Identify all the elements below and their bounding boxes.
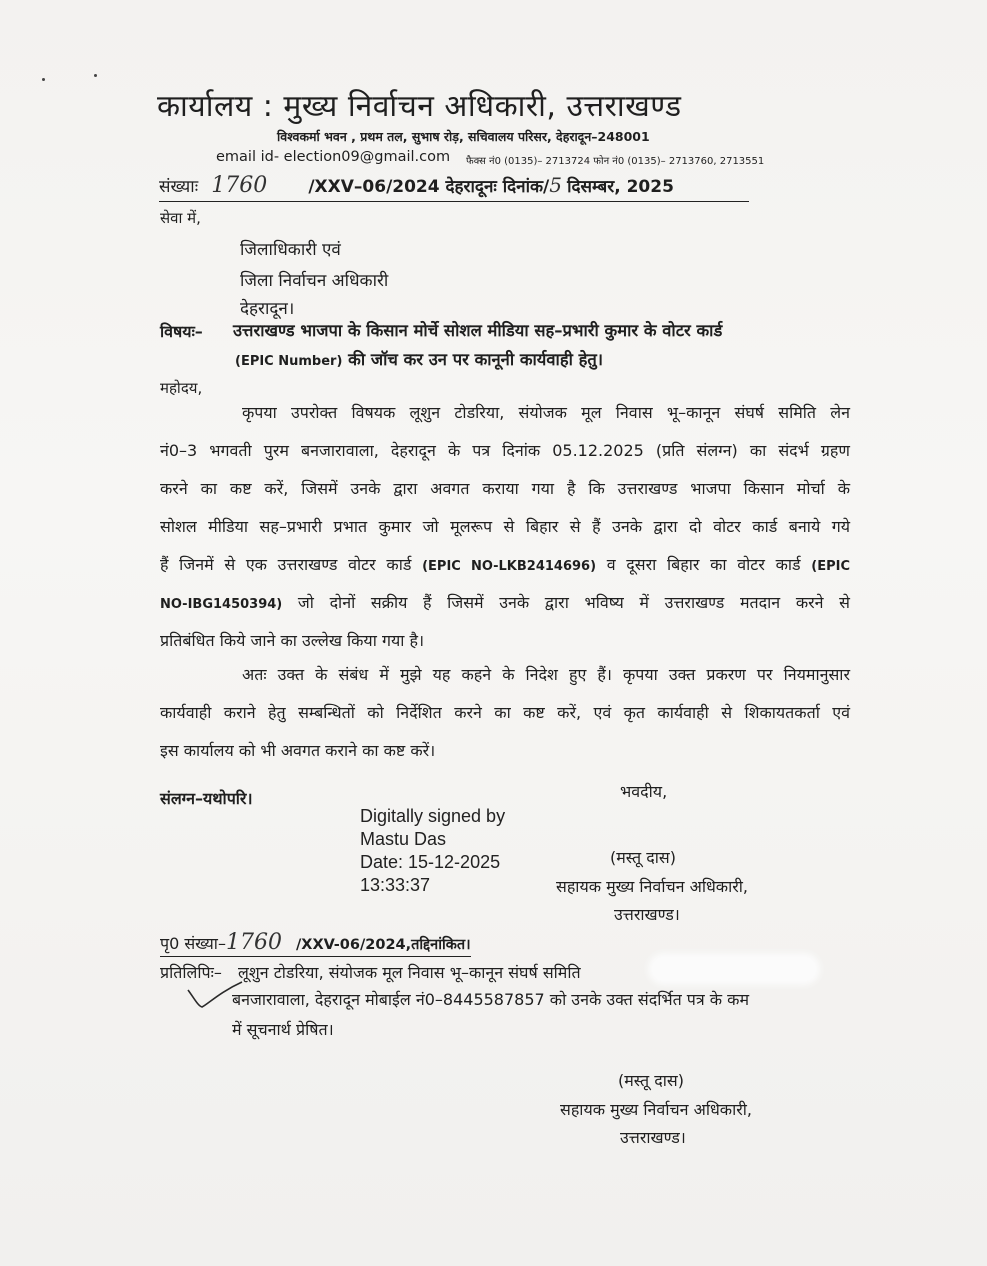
- epic-number-2: NO-IBG1450394): [160, 597, 283, 612]
- body-text: जो दोनों सक्रीय हैं जिसमें उनके द्वारा भविष्य में उत्तराखण्ड मतदान करने से: [297, 593, 851, 612]
- copy-label: प्रतिलिपिः–: [160, 963, 222, 982]
- copy-signatory-state: उत्तराखण्ड।: [620, 1128, 686, 1147]
- copy-line: बनजारावाला, देहरादून मोबाईल नं0–8445587857 को उनके उक्त संदर्भित पत्र के कम: [232, 990, 750, 1009]
- office-email: email id- election09@gmail.com: [216, 149, 451, 165]
- body-line: कार्यवाही कराने हेतु सम्बन्धितों को निर्देशित करने का कष्ट करें, एवं कृत कार्यवाही से शिकायतकर्ता एवं: [160, 703, 850, 722]
- copy-ref-rest: /XXV-06/2024,तद्दिनांकित।: [295, 937, 471, 953]
- digital-signature-line: Digitally signed by: [360, 806, 506, 826]
- subject-line: [235, 347, 603, 370]
- body-line: प्रतिबंधित किये जाने का उल्लेख किया गया है।: [160, 631, 425, 650]
- digital-signature-line: Mastu Das: [360, 829, 447, 849]
- recipient-line: जिला निर्वाचन अधिकारी: [240, 271, 389, 291]
- recipient-line: जिलाधिकारी एवं: [240, 240, 341, 260]
- signatory-state: उत्तराखण्ड।: [614, 905, 680, 924]
- reference-line: [159, 173, 749, 202]
- office-phone-fax: फैक्स नं0 (0135)– 2713724 फोन नं0 (0135)– 2713760, 2713551: [466, 156, 765, 167]
- reference-label: संख्याः: [159, 177, 199, 197]
- body-line: करने का कष्ट करें, जिसमें उनके द्वारा अवगत कराया गया है कि उत्तराखण्ड भाजपा किसान मोर्चा के: [160, 479, 850, 498]
- reference-month-year: दिसम्बर, 2025: [567, 177, 674, 197]
- digital-signature-line: Date: 15-12-2025: [360, 852, 501, 872]
- salutation-to: सेवा में,: [160, 209, 201, 227]
- body-line: [160, 584, 850, 622]
- copy-signatory-designation: सहायक मुख्य निर्वाचन अधिकारी,: [560, 1100, 753, 1119]
- signatory-designation: सहायक मुख्य निर्वाचन अधिकारी,: [556, 877, 749, 896]
- yours-faithfully: भवदीय,: [620, 782, 668, 801]
- body-line: इस कार्यालय को भी अवगत कराने का कष्ट करें।: [160, 741, 436, 760]
- subject-line-rest: की जॉच कर उन पर कानूनी कार्यवाही हेतु।: [348, 350, 604, 369]
- subject-label: विषयः–: [160, 322, 203, 341]
- recipient-line: देहरादून।: [240, 299, 295, 319]
- body-line: कृपया उपरोक्त विषयक लूशुन टोडरिया, संयोजक मूल निवास भू–कानून संघर्ष समिति लेन: [242, 403, 850, 422]
- signatory-name: (मस्तू दास): [610, 848, 676, 867]
- subject-epic: (EPIC Number): [235, 354, 343, 369]
- greeting: महोदय,: [160, 379, 203, 397]
- digital-signature-line: 13:33:37: [360, 875, 431, 895]
- body-line: सोशल मीडिया सह–प्रभारी प्रभात कुमार जो मूलरूप से बिहार से हैं उनके द्वारा दो वोटर कार्ड बनाये गये: [160, 517, 850, 536]
- body-text: व दूसरा बिहार का वोटर कार्ड: [606, 555, 801, 574]
- reference-handwritten-day: 5: [549, 173, 562, 197]
- copy-ref-handwritten: 1760: [225, 930, 282, 955]
- paper-speck: [42, 78, 45, 81]
- subject-line: उत्तराखण्ड भाजपा के किसान मोर्चे सोशल मीडिया सह–प्रभारी कुमार के वोटर कार्ड: [233, 321, 723, 340]
- copy-signatory-name: (मस्तू दास): [618, 1071, 684, 1090]
- body-paragraph-1: [160, 394, 850, 660]
- office-title: कार्यालय : मुख्य निर्वाचन अधिकारी, उत्तराखण्ड: [157, 89, 682, 124]
- copy-ref-label: पृ0 संख्या–: [160, 934, 226, 953]
- copy-line: में सूचनार्थ प्रेषित।: [232, 1020, 334, 1039]
- redaction-blur: [652, 957, 816, 981]
- enclosure: संलग्न–यथोपरि।: [160, 789, 253, 808]
- paper-speck: [94, 74, 97, 77]
- body-line: अतः उक्त के संबंध में मुझे यह कहने के निदेश हुए हैं। कृपया उक्त प्रकरण पर नियमानुसार: [242, 665, 850, 684]
- body-paragraph-2: [160, 656, 850, 770]
- epic-number-2-prefix: (EPIC: [811, 559, 850, 574]
- body-line: नं0–3 भगवती पुरम बनजारावाला, देहरादून के पत्र दिनांक 05.12.2025 (प्रति संलग्न) का संदर्भ ग्रहण: [160, 441, 850, 460]
- epic-number-1: (EPIC NO-LKB2414696): [422, 559, 597, 574]
- reference-handwritten-no: 1760: [211, 173, 268, 198]
- reference-file-date: /XXV–06/2024 देहरादूनः दिनांक/: [308, 177, 550, 197]
- body-line: [160, 546, 850, 584]
- copy-line: लूशुन टोडरिया, संयोजक मूल निवास भू–कानून संघर्ष समिति: [238, 963, 581, 982]
- office-address: विश्वकर्मा भवन , प्रथम तल, सुभाष रोड़, सचिवालय परिसर, देहरादून–248001: [277, 129, 650, 144]
- copy-reference: [160, 930, 471, 957]
- digital-signature: [360, 805, 505, 897]
- body-text: हैं जिनमें से एक उत्तराखण्ड वोटर कार्ड: [160, 555, 412, 574]
